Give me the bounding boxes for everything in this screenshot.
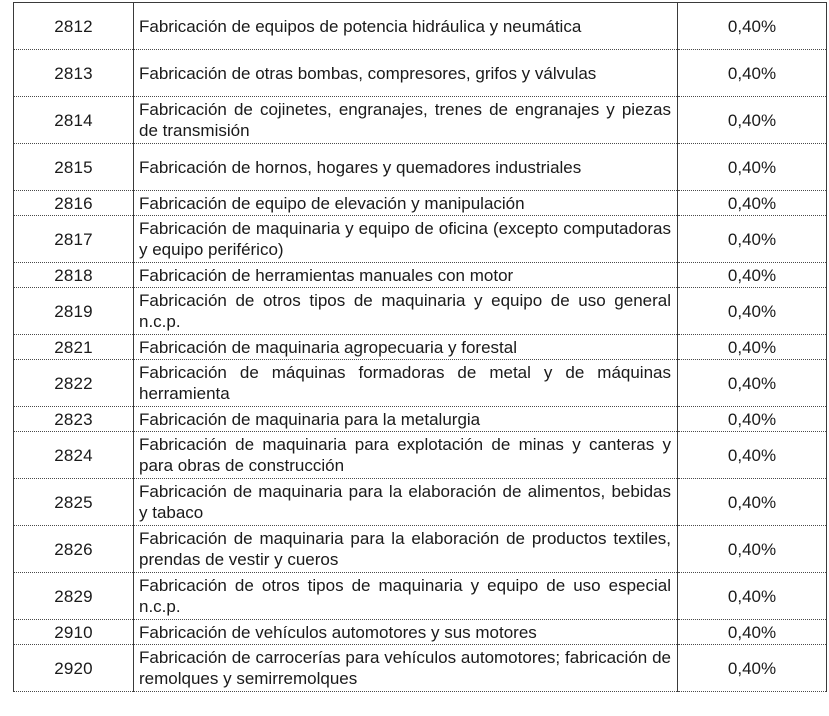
table-row [14, 645, 827, 692]
activity-description: Fabricación de maquinaria y equipo de oficina (excepto computadoras y equipo periférico) [134, 216, 678, 263]
activity-code: 2814 [14, 97, 134, 144]
activity-rate: 0,40% [678, 573, 827, 620]
activity-code: 2812 [14, 3, 134, 50]
activity-rate: 0,40% [678, 97, 827, 144]
table-row [14, 216, 827, 263]
activity-description: Fabricación de cojinetes, engranajes, trenes de engranajes y piezas de transmisión [134, 97, 678, 144]
activity-description: Fabricación de otros tipos de maquinaria y equipo de uso especial n.c.p. [134, 573, 678, 620]
activity-code: 2826 [14, 526, 134, 573]
activity-rate: 0,40% [678, 407, 827, 432]
table-row [14, 573, 827, 620]
table-row [14, 288, 827, 335]
activity-code: 2821 [14, 335, 134, 360]
activity-rate: 0,40% [678, 3, 827, 50]
activity-description: Fabricación de equipos de potencia hidráulica y neumática [134, 3, 678, 50]
activity-rate: 0,40% [678, 288, 827, 335]
activity-rate: 0,40% [678, 263, 827, 288]
activity-code: 2825 [14, 479, 134, 526]
activity-description: Fabricación de máquinas formadoras de metal y de máquinas herramienta [134, 360, 678, 407]
activity-code: 2823 [14, 407, 134, 432]
table-row [14, 50, 827, 97]
table-row [14, 620, 827, 645]
activity-description: Fabricación de otros tipos de maquinaria y equipo de uso general n.c.p. [134, 288, 678, 335]
table-row [14, 335, 827, 360]
activity-code: 2819 [14, 288, 134, 335]
table-row [14, 3, 827, 50]
activity-code: 2920 [14, 645, 134, 692]
table-row [14, 360, 827, 407]
activity-description: Fabricación de otras bombas, compresores, grifos y válvulas [134, 50, 678, 97]
activity-code: 2824 [14, 432, 134, 479]
activity-description: Fabricación de maquinaria para la elaboración de alimentos, bebidas y tabaco [134, 479, 678, 526]
activity-rate: 0,40% [678, 50, 827, 97]
activity-description: Fabricación de hornos, hogares y quemadores industriales [134, 144, 678, 191]
activity-rate: 0,40% [678, 479, 827, 526]
activity-description: Fabricación de vehículos automotores y sus motores [134, 620, 678, 645]
activity-rate: 0,40% [678, 645, 827, 692]
activity-code: 2816 [14, 191, 134, 216]
activity-rate: 0,40% [678, 216, 827, 263]
activity-rate: 0,40% [678, 432, 827, 479]
table-row [14, 526, 827, 573]
activity-code: 2815 [14, 144, 134, 191]
table-row [14, 479, 827, 526]
activity-rate-table [13, 2, 827, 692]
activity-rate: 0,40% [678, 335, 827, 360]
activity-description: Fabricación de carrocerías para vehículos automotores; fabricación de remolques y semirremolques [134, 645, 678, 692]
activity-rate: 0,40% [678, 191, 827, 216]
activity-code: 2813 [14, 50, 134, 97]
activity-code: 2910 [14, 620, 134, 645]
activity-description: Fabricación de maquinaria para la metalurgia [134, 407, 678, 432]
activity-code: 2818 [14, 263, 134, 288]
activity-rate: 0,40% [678, 526, 827, 573]
activity-description: Fabricación de maquinaria agropecuaria y forestal [134, 335, 678, 360]
activity-code: 2817 [14, 216, 134, 263]
activity-description: Fabricación de maquinaria para la elaboración de productos textiles, prendas de vestir y cueros [134, 526, 678, 573]
table-row [14, 263, 827, 288]
activity-code: 2822 [14, 360, 134, 407]
activity-description: Fabricación de herramientas manuales con motor [134, 263, 678, 288]
table-row [14, 432, 827, 479]
activity-rate: 0,40% [678, 620, 827, 645]
table-row [14, 144, 827, 191]
activity-description: Fabricación de maquinaria para explotación de minas y canteras y para obras de construcción [134, 432, 678, 479]
table-row [14, 97, 827, 144]
activity-description: Fabricación de equipo de elevación y manipulación [134, 191, 678, 216]
activity-rate: 0,40% [678, 144, 827, 191]
table-row [14, 407, 827, 432]
table-row [14, 191, 827, 216]
activity-rate: 0,40% [678, 360, 827, 407]
activity-code: 2829 [14, 573, 134, 620]
